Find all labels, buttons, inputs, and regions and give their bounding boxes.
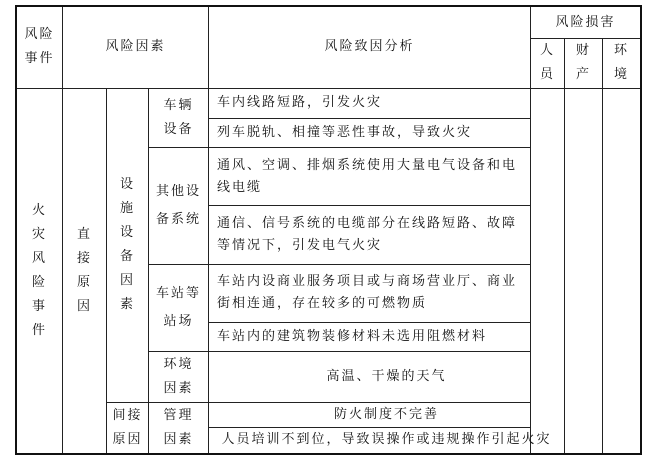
management-factor-label: 管理因素 [149, 402, 209, 453]
cause-station-1: 车站内设商业服务项目或与商场营业厅、商业街相连通，存在较多的可燃物质 [209, 264, 531, 322]
direct-cause-label: 直接原因 [63, 88, 107, 453]
cause-station-2: 车站内的建筑物装修材料未选用阻燃材料 [209, 323, 531, 352]
cause-management-2: 人员培训不到位，导致误操作或违规操作引起火灾 [209, 427, 565, 453]
header-risk-event: 风险事件 [17, 7, 63, 89]
other-systems-label: 其他设备系统 [149, 147, 209, 264]
header-risk-factor: 风险因素 [63, 7, 209, 89]
event-fire: 火灾风险事件 [17, 88, 63, 453]
vehicle-equipment-label: 车辆设备 [149, 88, 209, 147]
cause-other-2: 通信、信号系统的电缆部分在线路短路、故障等情况下，引发电气火灾 [209, 206, 531, 264]
environment-factor-label: 环境因素 [149, 352, 209, 402]
station-label: 车站等站场 [149, 264, 209, 352]
facility-factor-label: 设施设备因素 [107, 88, 149, 402]
header-cause-analysis: 风险致因分析 [209, 7, 531, 89]
cause-environment: 高温、干燥的天气 [209, 352, 565, 402]
risk-analysis-table [16, 6, 641, 454]
header-loss-personnel: 人员 [531, 39, 565, 88]
cause-vehicle-2: 列车脱轨、相撞等恶性事故，导致火灾 [209, 118, 531, 147]
cause-other-1: 通风、空调、排烟系统使用大量电气设备和电线电缆 [209, 147, 531, 205]
cause-management-1: 防火制度不完善 [209, 402, 565, 427]
header-loss-property: 财产 [565, 39, 603, 88]
indirect-cause-label: 间接原因 [107, 402, 149, 453]
cause-vehicle-1: 车内线路短路，引发火灾 [209, 88, 531, 118]
loss-environment-cell [603, 88, 641, 453]
header-risk-loss: 风险损害 [531, 7, 641, 39]
loss-property-cell [565, 88, 603, 453]
header-loss-environment: 环境 [603, 39, 641, 88]
